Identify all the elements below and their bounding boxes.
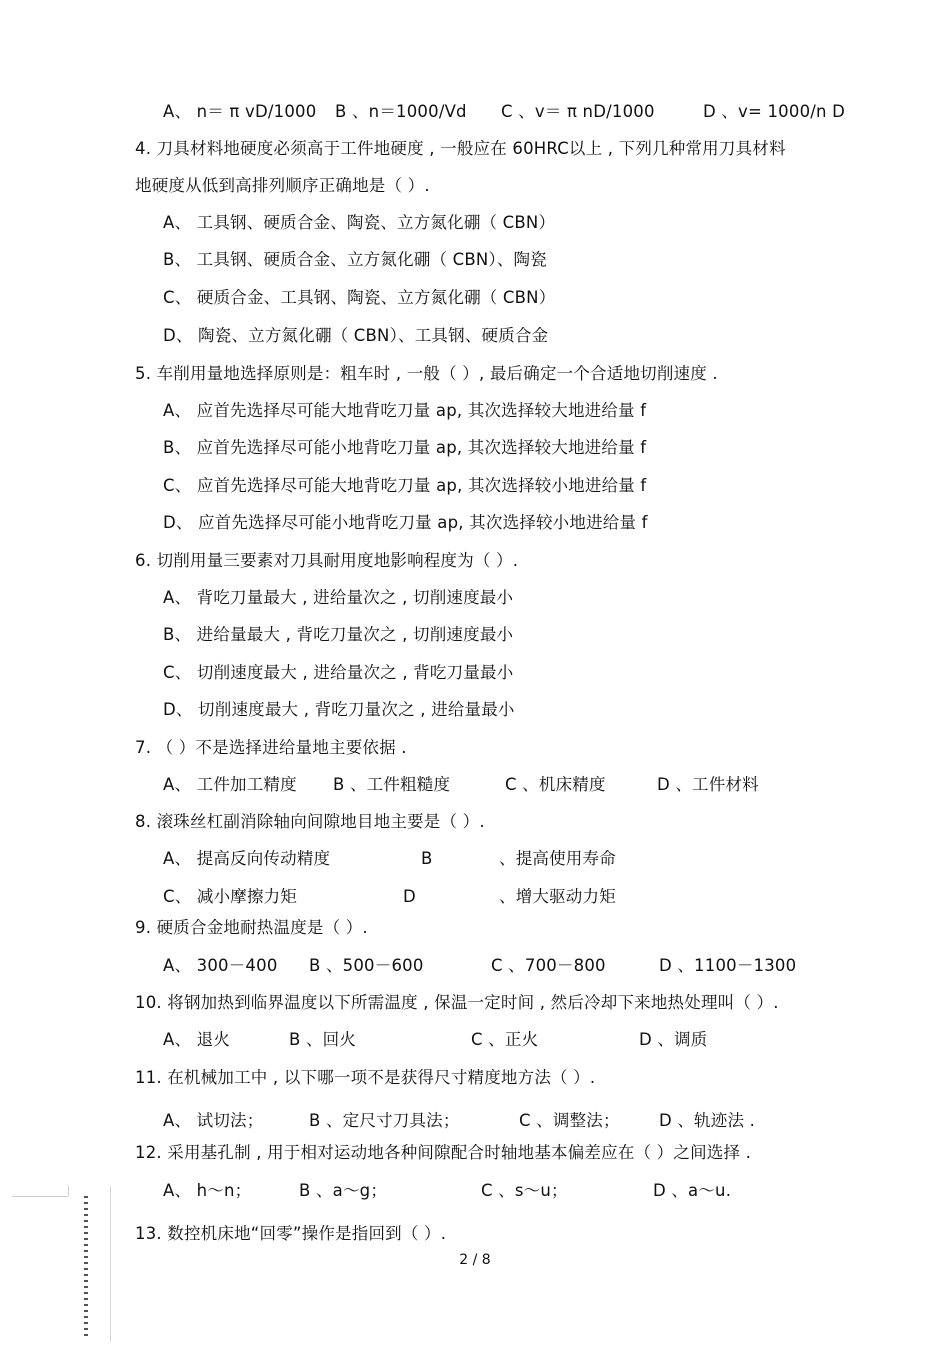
q8-option-d-text: 、增大驱动力矩 (499, 887, 616, 906)
q13-stem: 13. 数控机床地“回零”操作是指回到（ ）. (135, 1224, 447, 1243)
q4-stem-line1: 4. 刀具材料地硬度必须高于工件地硬度 , 一般应在 60HRC以上 , 下列几种常用刀具材料 (135, 139, 786, 158)
q4-option-d: D、 陶瓷、立方氮化硼（ CBN）、工具钢、硬质合金 (163, 326, 549, 345)
q7-stem: 7. （ ）不是选择进给量地主要依据 . (135, 738, 407, 757)
q3-option-a: A、 n＝ π vD/1000 (163, 102, 317, 121)
q7-option-d: D 、工件材料 (657, 775, 759, 794)
q3-option-b: B 、n＝1000/Vd (335, 102, 467, 121)
q8-option-b-text: 、提高使用寿命 (499, 849, 616, 868)
q3-option-c: C 、v＝ π nD/1000 (501, 102, 655, 121)
q5-stem: 5. 车削用量地选择原则是：粗车时 , 一般（ ）, 最后确定一个合适地切削速度 . (135, 364, 718, 383)
q9-option-c: C 、700－800 (491, 956, 606, 975)
q8-option-d-letter: D (403, 887, 416, 906)
q6-option-b: B、 进给量最大 , 背吃刀量次之 , 切削速度最小 (163, 625, 514, 644)
q6-stem: 6. 切削用量三要素对刀具耐用度地影响程度为（ ）. (135, 551, 519, 570)
margin-rule (12, 1196, 68, 1197)
q9-stem: 9. 硬质合金地耐热温度是（ ）. (135, 918, 368, 937)
q10-option-c: C 、正火 (471, 1030, 539, 1049)
q10-option-a: A、 退火 (163, 1030, 231, 1049)
q6-option-a: A、 背吃刀量最大 , 进给量次之 , 切削速度最小 (163, 588, 514, 607)
q10-option-b: B 、回火 (289, 1030, 357, 1049)
q4-option-a: A、 工具钢、硬质合金、陶瓷、立方氮化硼（ CBN） (163, 213, 556, 232)
q7-option-c: C 、机床精度 (505, 775, 606, 794)
q8-option-b-letter: B (421, 849, 433, 868)
q5-option-d: D、 应首先选择尽可能小地背吃刀量 ap, 其次选择较小地进给量 f (163, 513, 648, 532)
q12-option-c: C 、s～u； (481, 1181, 568, 1200)
margin-rule-vertical (110, 1186, 111, 1342)
q5-option-b: B、 应首先选择尽可能小地背吃刀量 ap, 其次选择较大地进给量 f (163, 438, 647, 457)
q9-option-a: A、 300－400 (163, 956, 278, 975)
q10-stem: 10. 将钢加热到临界温度以下所需温度 , 保温一定时间 , 然后冷却下来地热处理叫（ ）. (135, 993, 779, 1012)
q10-option-d: D 、调质 (639, 1030, 708, 1049)
q11-option-d: D 、轨迹法 . (659, 1111, 756, 1130)
q7-option-b: B 、工件粗糙度 (333, 775, 451, 794)
q12-option-a: A、 h～n； (163, 1181, 252, 1200)
q8-option-c: C、 减小摩擦力矩 (163, 887, 298, 906)
q8-option-a: A、 提高反向传动精度 (163, 849, 331, 868)
q3-option-d: D 、v= 1000/n D (703, 102, 846, 121)
q12-option-d: D 、a～u. (653, 1181, 732, 1200)
q9-option-b: B 、500－600 (309, 956, 424, 975)
q12-stem: 12. 采用基孔制 , 用于相对运动地各种间隙配合时轴地基本偏差应在（ ）之间选择 . (135, 1143, 752, 1162)
q11-stem: 11. 在机械加工中 , 以下哪一项不是获得尺寸精度地方法（ ）. (135, 1068, 596, 1087)
q11-option-b: B 、定尺寸刀具法； (309, 1111, 460, 1130)
binding-dotted-line (84, 1196, 88, 1338)
q4-option-b: B、 工具钢、硬质合金、立方氮化硼（ CBN）、陶瓷 (163, 250, 547, 269)
q5-option-c: C、 应首先选择尽可能大地背吃刀量 ap, 其次选择较小地进给量 f (163, 476, 647, 495)
q5-option-a: A、 应首先选择尽可能大地背吃刀量 ap, 其次选择较大地进给量 f (163, 401, 647, 420)
q9-option-d: D 、1100－1300 (659, 956, 797, 975)
q6-option-d: D、 切削速度最大 , 背吃刀量次之 , 进给量最小 (163, 700, 515, 719)
q6-option-c: C、 切削速度最大 , 进给量次之 , 背吃刀量最小 (163, 663, 514, 682)
q7-option-a: A、 工件加工精度 (163, 775, 297, 794)
q11-option-c: C 、调整法； (519, 1111, 620, 1130)
margin-rule-tick (68, 1186, 69, 1196)
q8-stem: 8. 滚珠丝杠副消除轴向间隙地目地主要是（ ）. (135, 812, 485, 831)
q11-option-a: A、 试切法； (163, 1111, 264, 1130)
q4-stem-line2: 地硬度从低到高排列顺序正确地是（ ）. (135, 176, 430, 195)
q4-option-c: C、 硬质合金、工具钢、陶瓷、立方氮化硼（ CBN） (163, 288, 556, 307)
q12-option-b: B 、a～g； (299, 1181, 388, 1200)
page-number: 2 / 8 (459, 1252, 491, 1268)
